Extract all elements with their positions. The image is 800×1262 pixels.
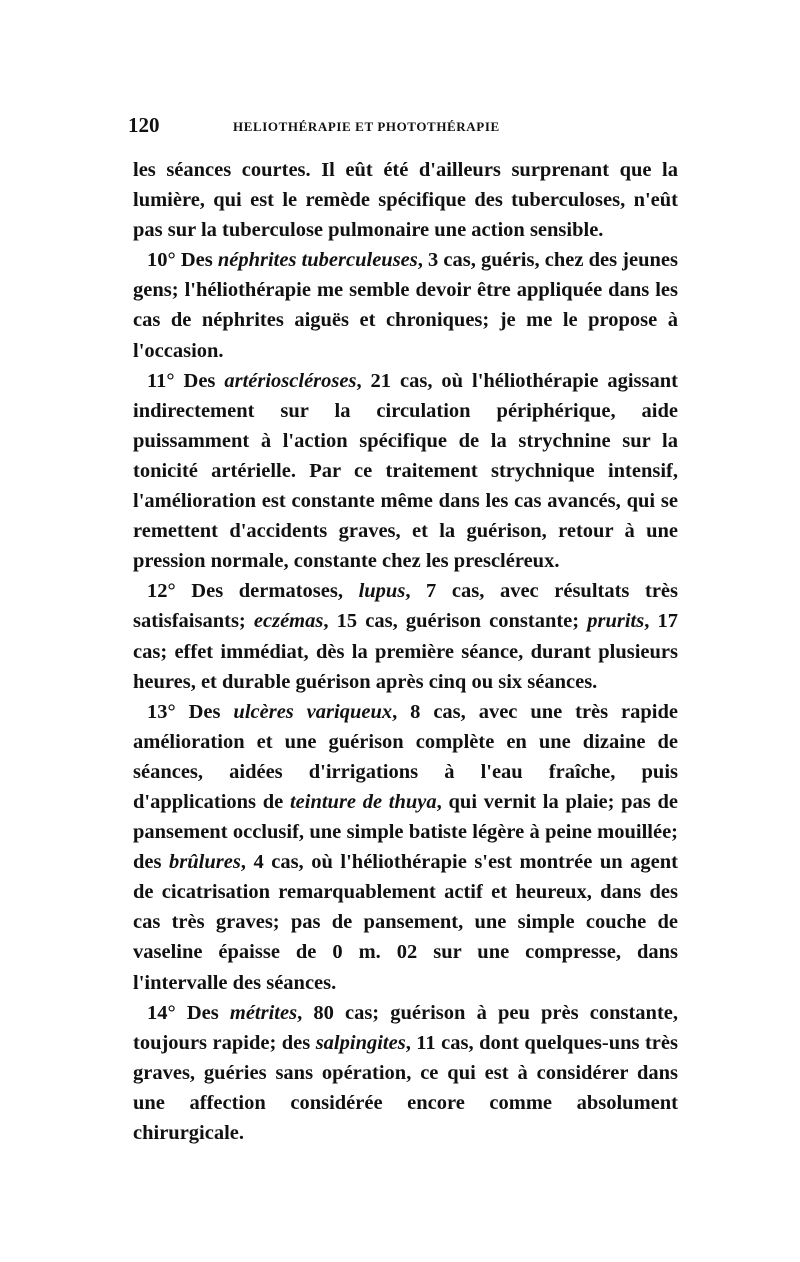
- italic-term: lupus: [358, 580, 406, 603]
- text-run: 13° Des: [147, 700, 234, 723]
- text-run: , 8 cas, avec une très rapide amélioration et une guérison complète en une dizaine de séances, aidées d'irrigations à l'eau fraîche, puis d'applications de: [133, 700, 678, 813]
- paragraph-ulceres-varices: [133, 697, 678, 998]
- paragraph-continuation: [133, 155, 678, 245]
- text-run: , 21 cas, où l'héliothérapie agissant indirectement sur la circulation périphérique, aide puissamment à l'action spécifique de la strychnine sur la tonicité artérielle. Par ce traitement strychnique intensif, l'amélioration est constante même dans les cas avancés, qui se remettent d'accidents graves, et la guérison, retour à une pression normale, constante chez les prescléreux.: [133, 369, 678, 573]
- italic-term: brûlures: [169, 851, 241, 874]
- italic-term: néphrites tuberculeuses: [217, 249, 418, 272]
- italic-term: eczémas: [253, 610, 324, 633]
- text-run: 12° Des dermatoses,: [147, 580, 359, 603]
- text-run: , 15 cas, guérison constante;: [323, 610, 588, 633]
- text-run: , qui vernit la plaie; pas de pansement occlusif, une simple batiste légère à peine mouillée; des: [133, 790, 678, 874]
- page-number: 120: [128, 113, 160, 137]
- paragraph-dermatoses: [133, 576, 678, 696]
- text-run: , 3 cas, guéris, chez des jeunes gens; l'héliothérapie me semble devoir être appliquée dans les cas de néphrites aiguës et chroniques; je me le propose à l'occasion.: [133, 249, 678, 362]
- text-run: 11° Des: [147, 369, 225, 392]
- paragraph-metrites: [133, 998, 678, 1148]
- italic-term: teinture de thuya: [289, 790, 437, 813]
- body-text: [133, 155, 678, 1148]
- text-run: 10° Des: [147, 249, 218, 272]
- italic-term: artérioscléroses: [224, 369, 357, 392]
- paragraph-arterioscleroses: [133, 366, 678, 577]
- text-run: , 4 cas, où l'héliothérapie s'est montrée un agent de cicatrisation remarquablement actif et heureux, dans des cas très graves; pas de pansement, une simple couche de vaseline épaisse de 0 m. 02 sur une compresse, dans l'intervalle des séances.: [133, 851, 678, 994]
- text-run: , 7 cas, avec résultats très satisfaisants;: [133, 580, 679, 633]
- text-run: les séances courtes. Il eût été d'ailleurs surprenant que la lumière, qui est le remède spécifique des tuberculoses, n'eût pas sur la tuberculose pulmonaire une action sensible.: [133, 159, 678, 242]
- text-run: 14° Des: [147, 1001, 230, 1024]
- running-head: HELIOTHÉRAPIE ET PHOTOTHÉRAPIE: [233, 119, 500, 134]
- page-header: [128, 113, 678, 149]
- text-run: , 17 cas; effet immédiat, dès la première séance, durant plusieurs heures, et durable guérison après cinq ou six séances.: [133, 610, 678, 693]
- paragraph-nephrites: [133, 245, 678, 365]
- italic-term: salpingites: [315, 1031, 406, 1054]
- text-run: , 11 cas, dont quelques-uns très graves, guéries sans opération, ce qui est à considérer dans une affection considérée encore comme absolument chirurgicale.: [133, 1031, 678, 1144]
- italic-term: ulcères variqueux: [233, 700, 393, 723]
- italic-term: métrites: [229, 1001, 298, 1024]
- italic-term: prurits: [587, 610, 645, 633]
- text-run: , 80 cas; guérison à peu près constante, toujours rapide; des: [133, 1001, 678, 1054]
- book-page: [128, 113, 679, 1148]
